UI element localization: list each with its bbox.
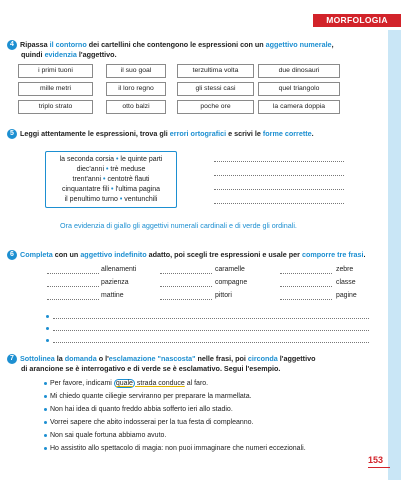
sentence[interactable]: Ho assistito allo spettacolo di magia: non puoi immaginare che numeri eccezionali. xyxy=(50,445,306,452)
noun: compagne xyxy=(215,279,248,286)
bullet-icon xyxy=(46,327,49,330)
card[interactable]: il suo goal xyxy=(106,64,166,78)
noun: caramelle xyxy=(215,266,245,273)
card[interactable]: la camera doppia xyxy=(258,100,340,114)
noun: pagine xyxy=(336,292,357,299)
card[interactable]: poche ore xyxy=(177,100,254,114)
sentence-line[interactable] xyxy=(53,317,369,319)
blank[interactable] xyxy=(47,285,99,287)
exercise-4-number: 4 xyxy=(7,40,17,50)
bullet-icon xyxy=(44,408,47,411)
noun: pittori xyxy=(215,292,232,299)
exercise-5-number: 5 xyxy=(7,129,17,139)
noun: mattine xyxy=(101,292,124,299)
answer-line[interactable] xyxy=(214,160,344,162)
blank[interactable] xyxy=(47,272,99,274)
card[interactable]: terzultima volta xyxy=(177,64,254,78)
exercise-5-followup: Ora evidenzia di giallo gli aggettivi numerali cardinali e di verde gli ordinali. xyxy=(60,221,297,230)
circled-adjective: quale xyxy=(115,380,133,387)
exercise-6-number: 6 xyxy=(7,250,17,260)
sentence-line[interactable] xyxy=(53,329,369,331)
blank[interactable] xyxy=(47,298,99,300)
card[interactable]: mille metri xyxy=(18,82,93,96)
exercise-5-instruction: 5 Leggi attentamente le espressioni, trova gli errori ortografici e scrivi le forme corrette. xyxy=(7,129,367,139)
bullet-icon xyxy=(44,434,47,437)
top-bar xyxy=(0,0,401,30)
blank[interactable] xyxy=(160,285,212,287)
answer-line[interactable] xyxy=(214,202,344,204)
card[interactable]: otto balzi xyxy=(106,100,166,114)
bullet-icon xyxy=(44,395,47,398)
blank[interactable] xyxy=(280,272,332,274)
noun: zebre xyxy=(336,266,354,273)
card[interactable]: triplo strato xyxy=(18,100,93,114)
answer-line[interactable] xyxy=(214,174,344,176)
bullet-icon xyxy=(46,339,49,342)
card[interactable]: gli stessi casi xyxy=(177,82,254,96)
sentence[interactable]: Non hai idea di quanto freddo abbia sofferto ieri allo stadio. xyxy=(50,406,233,413)
blank[interactable] xyxy=(280,298,332,300)
blank[interactable] xyxy=(160,272,212,274)
sentence-line[interactable] xyxy=(53,341,369,343)
blank[interactable] xyxy=(280,285,332,287)
card[interactable]: quel triangolo xyxy=(258,82,340,96)
noun: pazienza xyxy=(101,279,129,286)
expressions-box: la seconda corsia • le quinte parti diec'anni • trè meduse trent'anni • centotrè flauti cinquantatre fili • l'ultima pagina il penultimo turno • ventunchili xyxy=(45,151,177,208)
noun: classe xyxy=(336,279,356,286)
blank[interactable] xyxy=(160,298,212,300)
noun: allenamenti xyxy=(101,266,137,273)
exercise-6-instruction: 6 Completa con un aggettivo indefinito adatto, poi scegli tre espressioni e usale per comporre tre frasi. xyxy=(7,250,377,260)
exercise-4-instruction: 4 Ripassa il contorno dei cartellini che contengono le espressioni con un aggettivo numerale, quindi evidenzia l'aggettivo. xyxy=(7,40,367,60)
section-label: MORFOLOGIA xyxy=(313,14,401,27)
answer-line[interactable] xyxy=(214,188,344,190)
sentence[interactable]: Non sai quale fortuna abbiamo avuto. xyxy=(50,432,167,439)
card[interactable]: il loro regno xyxy=(106,82,166,96)
page-edge-strip xyxy=(388,30,401,480)
page-number-rule xyxy=(368,467,390,468)
bullet-icon xyxy=(44,447,47,450)
bullet-icon xyxy=(46,315,49,318)
sentence[interactable]: Mi chiedo quante ciliegie serviranno per preparare la marmellata. xyxy=(50,393,252,400)
sentence[interactable]: Vorrei sapere che abito indosserai per la tua festa di compleanno. xyxy=(50,419,254,426)
exercise-7-instruction: 7 Sottolinea la domanda o l'esclamazione "nascosta" nelle frasi, poi circonda l'aggettivo di arancione se è interrogativo e di verde se è esclamativo. Segui l'esempio. xyxy=(7,354,377,374)
bullet-icon xyxy=(44,421,47,424)
bullet-icon xyxy=(44,382,47,385)
exercise-7-number: 7 xyxy=(7,354,17,364)
page-number: 153 xyxy=(367,455,383,465)
example-sentence: Per favore, indicami quale strada conduce al faro. xyxy=(50,380,209,387)
card[interactable]: i primi tuoni xyxy=(18,64,93,78)
card[interactable]: due dinosauri xyxy=(258,64,340,78)
